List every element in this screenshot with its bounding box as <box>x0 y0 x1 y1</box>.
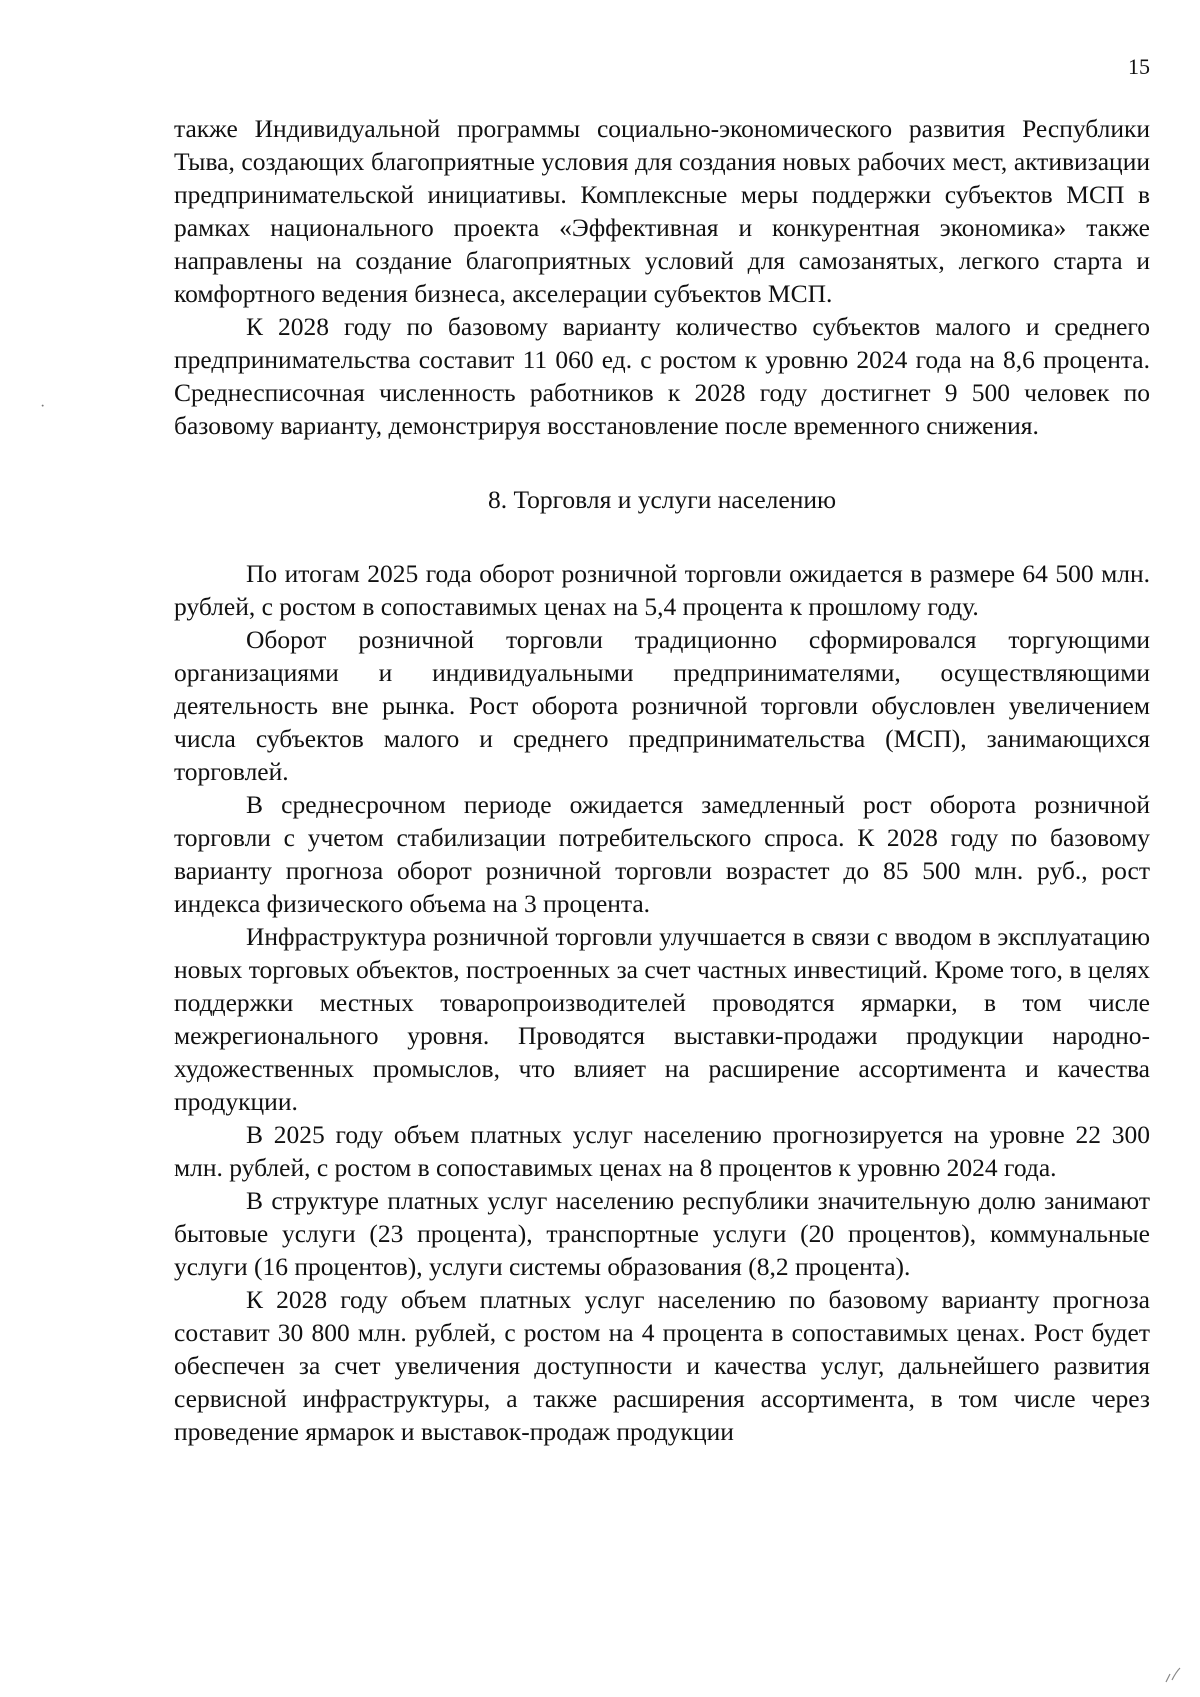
section-heading: 8. Торговля и услуги населению <box>487 485 837 514</box>
section-paragraph-4: Инфраструктура розничной торговли улучшается в связи с вводом в эксплуатацию новых торговых объектов, построенных за счет частных инвестиций. Кроме того, в целях поддержки местных товаропроизводителей проводятся ярмарки, в том числе межрегионального уровня. Проводятся выставки-продажи продукции народно-художественных промыслов, что влияет на расширение ассортимента и качества продукции. <box>174 922 1150 1116</box>
section-paragraph-6: В структуре платных услуг населению республики значительную долю занимают бытовые услуги (23 процента), транспортные услуги (20 процентов), коммунальные услуги (16 процентов), услуги системы образования (8,2 процента). <box>174 1186 1150 1281</box>
section-paragraph-1: По итогам 2025 года оборот розничной торговли ожидается в размере 64 500 млн. рублей, с ростом в сопоставимых ценах на 5,4 процента к прошлому году. <box>174 559 1150 621</box>
scan-speck: · <box>40 398 46 415</box>
section-paragraph-3: В среднесрочном периоде ожидается замедленный рост оборота розничной торговли с учетом стабилизации потребительского спроса. К 2028 году по базовому варианту прогноза оборот розничной торговли возрастет до 85 500 млн. руб., рост индекса физического объема на 3 процента. <box>174 790 1150 918</box>
section-paragraph-2: Оборот розничной торговли традиционно сформировался торгующими организациями и индивидуальными предпринимателями, осуществляющими деятельность вне рынка. Рост оборота розничной торговли обусловлен увеличением числа субъектов малого и среднего предпринимательства (МСП), занимающихся торговлей. <box>174 625 1150 786</box>
intro-paragraph-2: К 2028 году по базовому варианту количество субъектов малого и среднего предпринимательства составит 11 060 ед. с ростом к уровню 2024 года на 8,6 процента. Среднесписочная численность работников к 2028 году достигнет 9 500 человек по базовому варианту, демонстрируя восстановление после временного снижения. <box>174 312 1150 440</box>
initials-mark <box>1162 1662 1186 1686</box>
document-body <box>174 112 1150 1448</box>
page-number: 15 <box>1128 54 1150 79</box>
section-paragraph-5: В 2025 году объем платных услуг населению прогнозируется на уровне 22 300 млн. рублей, с ростом в сопоставимых ценах на 8 процентов к уровню 2024 года. <box>174 1120 1150 1182</box>
intro-paragraph-1: также Индивидуальной программы социально-экономического развития Республики Тыва, создающих благоприятные условия для создания новых рабочих мест, активизации предпринимательской инициативы. Комплексные меры поддержки субъектов МСП в рамках национального проекта «Эффективная и конкурентная экономика» также направлены на создание благоприятных условий для самозанятых, легкого старта и комфортного ведения бизнеса, акселерации субъектов МСП. <box>174 114 1150 308</box>
section-paragraph-7: К 2028 году объем платных услуг населению по базовому варианту прогноза составит 30 800 млн. рублей, с ростом на 4 процента в сопоставимых ценах. Рост будет обеспечен за счет увеличения доступности и качества услуг, дальнейшего развития сервисной инфраструктуры, а также расширения ассортимента, в том числе через проведение ярмарок и выставок-продаж продукции <box>174 1285 1150 1446</box>
